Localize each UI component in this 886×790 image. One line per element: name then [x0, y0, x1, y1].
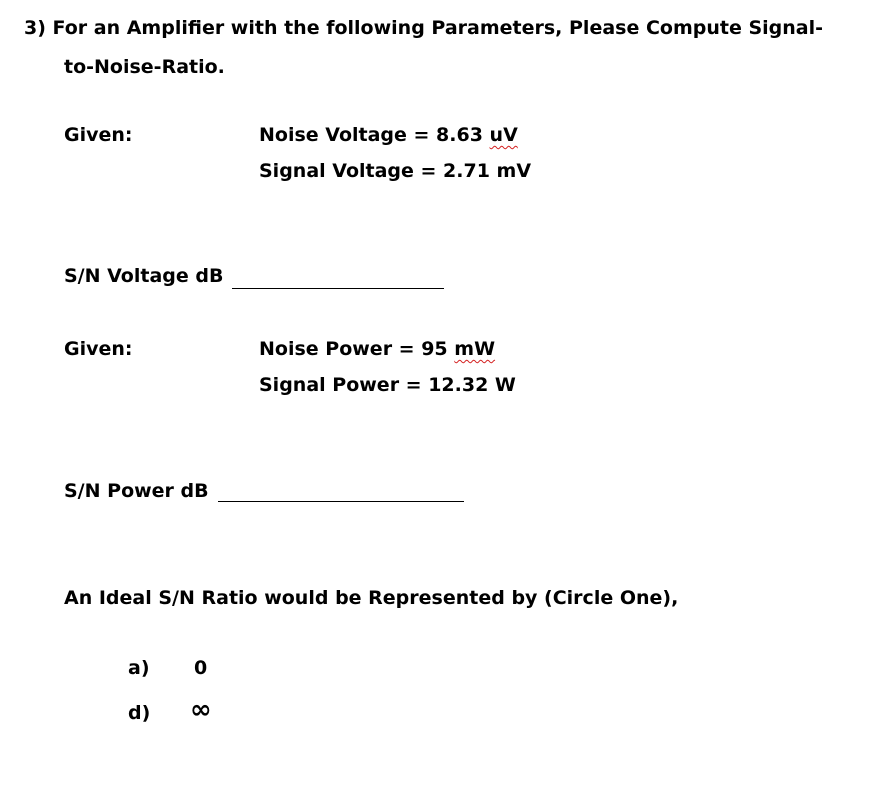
- option-a-value: 0: [194, 657, 208, 679]
- sn-voltage-answer-blank: [232, 288, 444, 289]
- noise-voltage-unit: uV: [489, 124, 518, 146]
- option-d-value: ∞: [190, 695, 212, 725]
- given-label-voltage: Given:: [64, 124, 133, 146]
- given-label-power: Given:: [64, 338, 133, 360]
- option-d-letter: d): [128, 702, 151, 724]
- sn-voltage-label: S/N Voltage dB: [64, 265, 224, 287]
- question-line-1: 3) For an Amplifier with the following Parameters, Please Compute Signal-: [24, 17, 824, 39]
- noise-power-prefix: Noise Power = 95: [259, 338, 455, 360]
- noise-power-text: [259, 340, 495, 359]
- sn-power-answer-blank: [218, 501, 464, 502]
- signal-power-text: Signal Power = 12.32 W: [259, 374, 516, 396]
- noise-voltage-text: [259, 126, 518, 145]
- noise-voltage-prefix: Noise Voltage = 8.63: [259, 124, 490, 146]
- noise-power-unit: mW: [454, 338, 496, 360]
- question-line-2: to-Noise-Ratio.: [64, 56, 225, 78]
- signal-voltage-text: Signal Voltage = 2.71 mV: [259, 160, 532, 182]
- sn-power-label: S/N Power dB: [64, 480, 209, 502]
- option-a-letter: a): [128, 657, 150, 679]
- ideal-ratio-question: An Ideal S/N Ratio would be Represented by (Circle One),: [64, 587, 679, 609]
